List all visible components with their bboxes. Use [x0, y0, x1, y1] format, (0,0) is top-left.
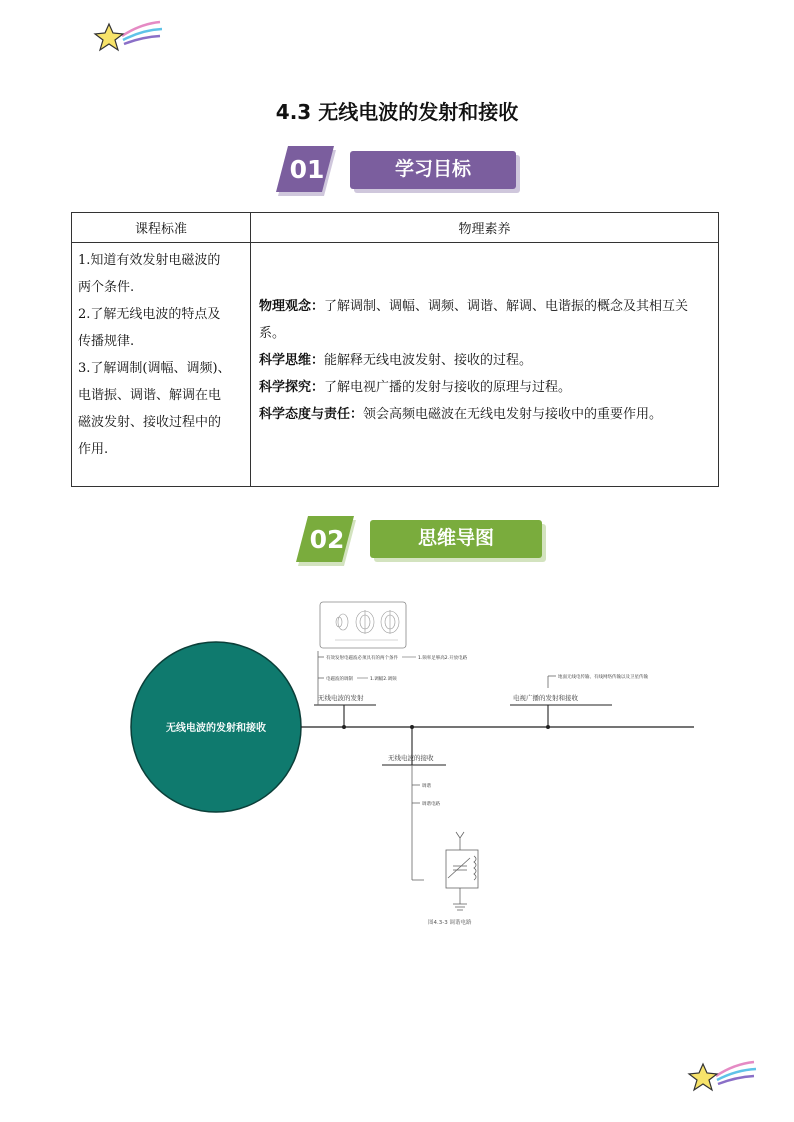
standard-line: 1.知道有效发射电磁波的	[78, 253, 221, 268]
standard-line: 3.了解调制(调幅、调频)、	[78, 361, 231, 376]
table-header-standards: 课程标准	[72, 213, 251, 243]
table-header-row	[72, 213, 719, 243]
page-title: 4.3 无线电波的发射和接收	[275, 100, 519, 124]
table-row	[72, 243, 719, 487]
literacy-line: 科学态度与责任：领会高频电磁波在无线电发射与接收中的重要作用。	[259, 407, 663, 422]
standard-line: 传播规律.	[78, 334, 135, 349]
standard-line: 作用.	[78, 442, 109, 457]
central-node-label: 无线电波的发射和接收	[166, 723, 266, 734]
star-decoration-top-icon	[92, 16, 164, 58]
branch-tv-label: 电视广播的发射和接收	[513, 694, 578, 702]
literacy-line: 物理观念：了解调制、调幅、调频、调谐、解调、电谐振的概念及其相互关	[259, 299, 689, 314]
literacy-line: 系。	[259, 326, 286, 341]
learning-goals-table	[71, 212, 719, 487]
section-number-badge: 02	[296, 516, 358, 564]
receive-item-tuning: 调谐	[422, 784, 431, 789]
standard-line: 两个条件.	[78, 280, 135, 295]
transmit-item-modulation: 电磁波的调制	[326, 677, 353, 682]
table-header-literacy: 物理素养	[251, 213, 719, 243]
section-number-badge: 01	[276, 146, 338, 194]
standard-line: 电谐振、调谐、解调在电	[78, 388, 222, 403]
course-standards-cell	[72, 243, 251, 487]
section-title: 学习目标	[350, 151, 516, 189]
literacy-line: 科学思维：能解释无线电波发射、接收的过程。	[259, 353, 533, 368]
branch-receive-label: 无线电波的接收	[388, 754, 434, 762]
mind-map	[0, 590, 794, 940]
transmit-item-conditions-detail: 1.频率足够高2.开放电路	[418, 656, 468, 661]
tuning-circuit-figure-icon	[446, 832, 478, 910]
physics-literacy-cell	[251, 243, 719, 487]
receive-item-tuning-circuit: 调谐电路	[422, 802, 440, 807]
literacy-line: 科学探究：了解电视广播的发射与接收的原理与过程。	[259, 380, 572, 395]
standard-line: 磁波发射、接收过程中的	[78, 415, 222, 430]
transmit-item-conditions: 有效发射电磁波必须具有的两个条件	[326, 656, 398, 661]
branch-transmit-label: 无线电波的发射	[318, 694, 364, 702]
transmit-item-modulation-detail: 1.调幅2.调频	[370, 677, 397, 682]
field-diagram-thumbnail	[320, 602, 406, 648]
section-title: 思维导图	[370, 520, 542, 558]
tv-item-transmission: 地面无线电传输、有线网络传输以及卫星传输	[558, 675, 648, 680]
star-decoration-bottom-icon	[686, 1056, 758, 1098]
figure-caption: 图4.3-3 调谐电路	[428, 920, 472, 926]
standard-line: 2.了解无线电波的特点及	[78, 307, 221, 322]
